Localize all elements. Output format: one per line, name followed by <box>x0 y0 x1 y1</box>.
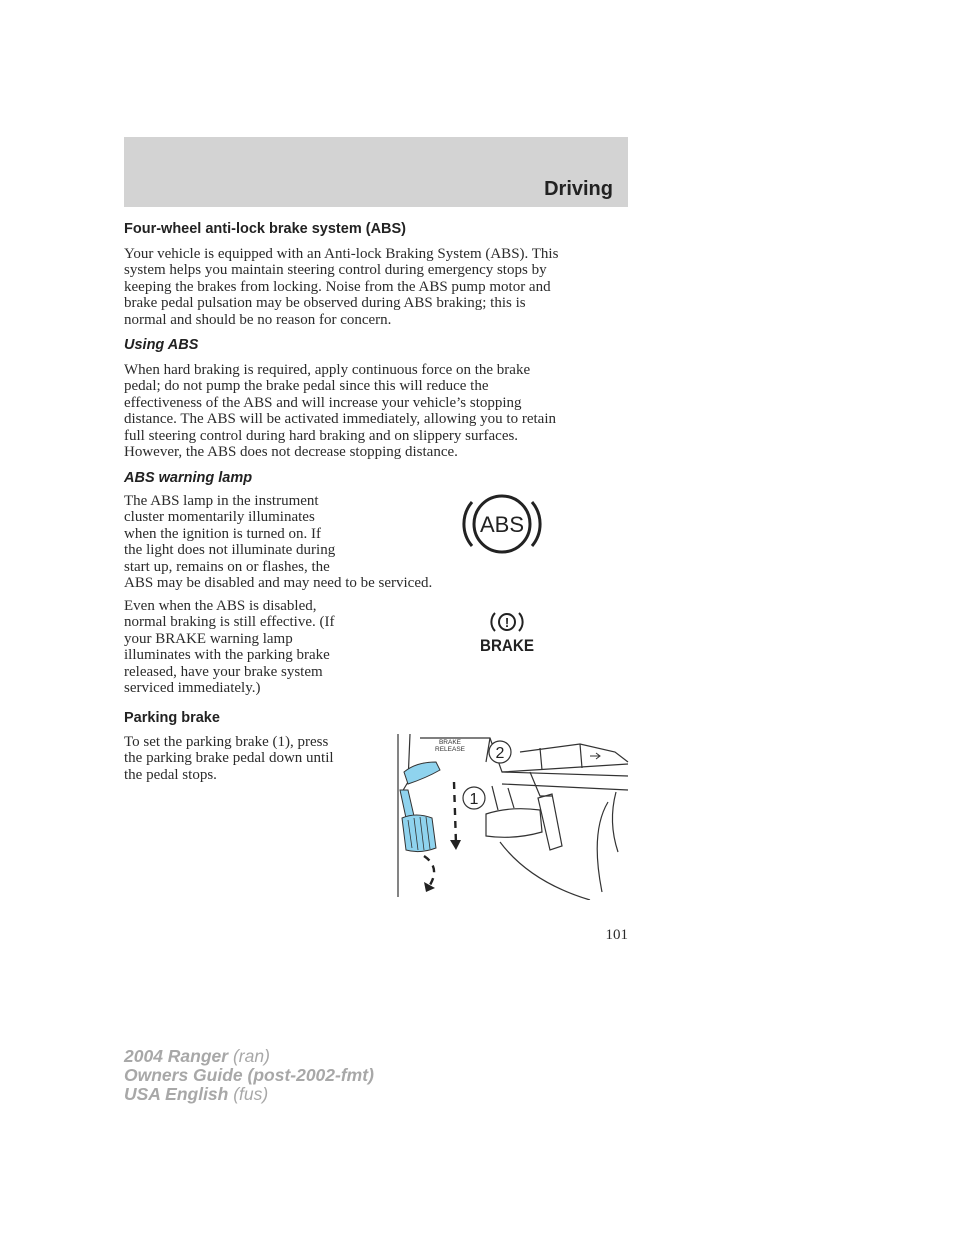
footer-line-2 <box>124 1066 374 1085</box>
abs-disabled-line: normal braking is still effective. (If <box>124 614 335 631</box>
abs-lamp-line: The ABS lamp in the instrument <box>124 493 319 509</box>
abs-icon-text: ABS <box>479 512 525 537</box>
using-abs-line: pedal; do not pump the brake pedal since this will reduce the <box>124 378 489 395</box>
release-label-brake: BRAKE <box>438 739 462 746</box>
release-label-release: RELEASE <box>435 746 465 753</box>
abs-line: brake pedal pulsation may be observed during ABS braking; this is <box>124 295 526 312</box>
using-abs-line: When hard braking is required, apply continuous force on the brake <box>124 362 531 378</box>
abs-disabled-line: your BRAKE warning lamp <box>124 630 293 647</box>
abs-disabled-line: Even when the ABS is disabled, <box>124 598 317 614</box>
abs-lamp-line: cluster momentarily illuminates <box>124 509 315 526</box>
abs-lamp-paragraph <box>124 493 432 591</box>
page-number: 101 <box>605 927 628 943</box>
footer-language-code: (fus) <box>233 1084 269 1104</box>
footer-line-3 <box>124 1085 374 1104</box>
abs-lamp-heading: ABS warning lamp <box>124 470 253 486</box>
callout-2: 2 <box>495 745 505 762</box>
footer-guide: Owners Guide (post-2002-fmt) <box>124 1065 374 1085</box>
brake-icon-text: BRAKE <box>480 636 534 655</box>
abs-warning-icon <box>462 492 542 556</box>
footer-line-1 <box>124 1047 374 1066</box>
abs-lamp-line: the light does not illuminate during <box>124 542 336 559</box>
parking-brake-line: To set the parking brake (1), press <box>124 734 329 750</box>
parking-brake-line: the parking brake pedal down until <box>124 750 334 767</box>
using-abs-line: distance. The ABS will be activated immediately, allowing you to retain <box>124 411 556 428</box>
callout-1: 1 <box>469 791 479 808</box>
section-header-bar <box>124 137 628 207</box>
abs-heading: Four-wheel anti-lock brake system (ABS) <box>124 221 407 237</box>
footer-model-code: (ran) <box>232 1046 270 1066</box>
parking-brake-paragraph <box>124 734 334 783</box>
using-abs-heading: Using ABS <box>124 337 199 353</box>
abs-disabled-line: released, have your brake system <box>124 663 323 680</box>
brake-warning-icon <box>474 608 540 658</box>
abs-disabled-line: serviced immediately.) <box>124 680 261 697</box>
section-title: Driving <box>544 178 613 200</box>
footer-language: USA English <box>124 1084 229 1104</box>
parking-brake-diagram <box>390 732 630 900</box>
abs-line: Your vehicle is equipped with an Anti-lock Braking System (ABS). This <box>124 246 559 262</box>
abs-line: system helps you maintain steering control during emergency stops by <box>124 262 547 279</box>
using-abs-line: However, the ABS does not decrease stopping distance. <box>124 444 458 461</box>
footer-model: 2004 Ranger <box>124 1046 229 1066</box>
using-abs-paragraph <box>124 362 556 460</box>
document-footer <box>124 1047 374 1104</box>
parking-brake-line: the pedal stops. <box>124 766 217 783</box>
arrow-icon <box>590 753 600 759</box>
abs-lamp-line: ABS may be disabled and may need to be serviced. <box>124 575 433 592</box>
abs-disabled-paragraph <box>124 598 335 696</box>
brake-icon-symbol: ! <box>504 615 510 630</box>
using-abs-line: full steering control during hard braking and on slippery surfaces. <box>124 427 519 444</box>
abs-line: normal and should be no reason for concern. <box>124 311 392 328</box>
abs-line: keeping the brakes from locking. Noise from the ABS pump motor and <box>124 278 551 295</box>
using-abs-line: effectiveness of the ABS and will increase your vehicle’s stopping <box>124 394 522 411</box>
abs-disabled-line: illuminates with the parking brake <box>124 647 330 664</box>
abs-lamp-line: when the ignition is turned on. If <box>124 525 322 542</box>
parking-brake-heading: Parking brake <box>124 710 220 726</box>
abs-lamp-line: start up, remains on or flashes, the <box>124 558 330 575</box>
abs-paragraph <box>124 246 558 328</box>
